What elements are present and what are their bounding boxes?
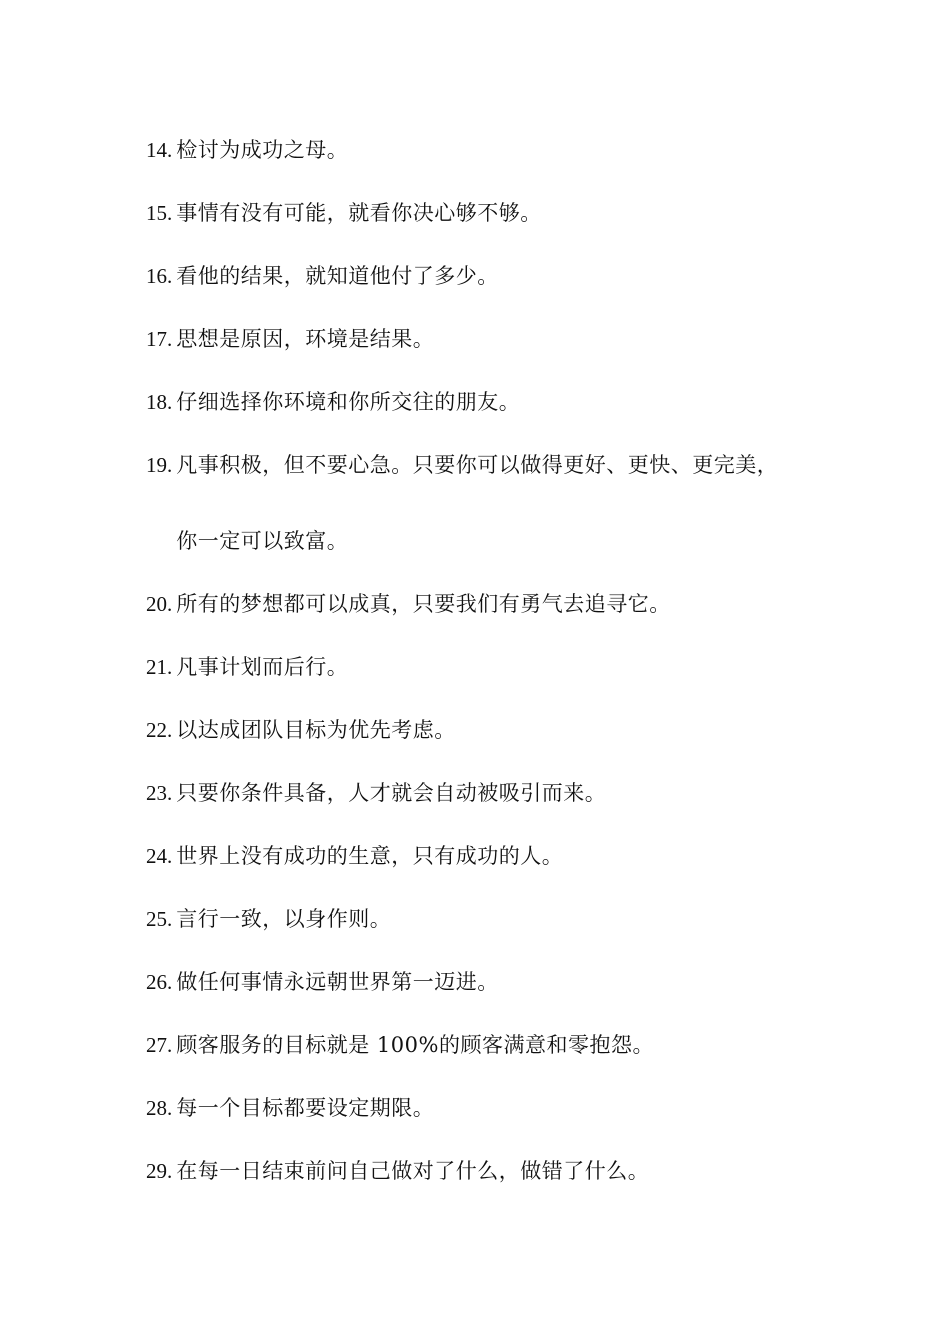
list-item-text: 在每一日结束前问自己做对了什么，做错了什么。 (176, 1159, 650, 1183)
list-item-number: 27. (146, 1033, 173, 1057)
list-item (146, 903, 846, 935)
list-item-text: 只要你条件具备，人才就会自动被吸引而来。 (176, 781, 607, 805)
list-item-number: 22. (146, 718, 173, 742)
list-item (146, 588, 846, 620)
list-item-number: 15. (146, 201, 173, 225)
list-item-number: 19. (146, 453, 173, 477)
list-item (146, 1092, 846, 1124)
list-item-text: 做任何事情永远朝世界第一迈进。 (176, 970, 499, 994)
list-item-text: 以达成团队目标为优先考虑。 (176, 718, 456, 742)
list-item-text: 检讨为成功之母。 (176, 138, 349, 162)
list-item-number: 26. (146, 970, 173, 994)
list-item (146, 777, 846, 809)
list-item-text: 凡事计划而后行。 (176, 655, 349, 679)
list-item (146, 966, 846, 998)
list-item (146, 260, 846, 292)
numbered-list (146, 134, 846, 1187)
list-item-number: 25. (146, 907, 173, 931)
list-item-continuation: 你一定可以致富。 (176, 529, 349, 553)
list-item (146, 714, 846, 746)
list-item-text: 事情有没有可能，就看你决心够不够。 (176, 201, 542, 225)
list-item-number: 29. (146, 1159, 173, 1183)
list-item-number: 21. (146, 655, 173, 679)
list-item-text: 言行一致，以身作则。 (176, 907, 392, 931)
list-item-number: 28. (146, 1096, 173, 1120)
list-item (146, 197, 846, 229)
list-item-number: 18. (146, 390, 173, 414)
list-item-text: 顾客服务的目标就是 100%的顾客满意和零抱怨。 (176, 1033, 654, 1057)
list-item (146, 840, 846, 872)
list-item-text: 思想是原因，环境是结果。 (176, 327, 435, 351)
list-item-text: 看他的结果，就知道他付了多少。 (176, 264, 499, 288)
list-item-text: 每一个目标都要设定期限。 (176, 1096, 435, 1120)
list-item (146, 386, 846, 418)
list-item (146, 1155, 846, 1187)
list-item (146, 134, 846, 166)
list-item-number: 23. (146, 781, 173, 805)
list-item-number: 24. (146, 844, 173, 868)
list-item-number: 16. (146, 264, 173, 288)
list-item-number: 14. (146, 138, 173, 162)
list-item (146, 449, 846, 557)
list-item-text: 世界上没有成功的生意，只有成功的人。 (176, 844, 564, 868)
list-item-number: 20. (146, 592, 173, 616)
list-item-text: 凡事积极，但不要心急。只要你可以做得更好、更快、更完美， (176, 453, 779, 477)
list-item (146, 651, 846, 683)
list-item-text: 仔细选择你环境和你所交往的朋友。 (176, 390, 521, 414)
list-item (146, 1029, 846, 1061)
list-item-text-wrapper (176, 449, 846, 557)
list-item-text: 所有的梦想都可以成真，只要我们有勇气去追寻它。 (176, 592, 671, 616)
list-item (146, 323, 846, 355)
list-item-number: 17. (146, 327, 173, 351)
